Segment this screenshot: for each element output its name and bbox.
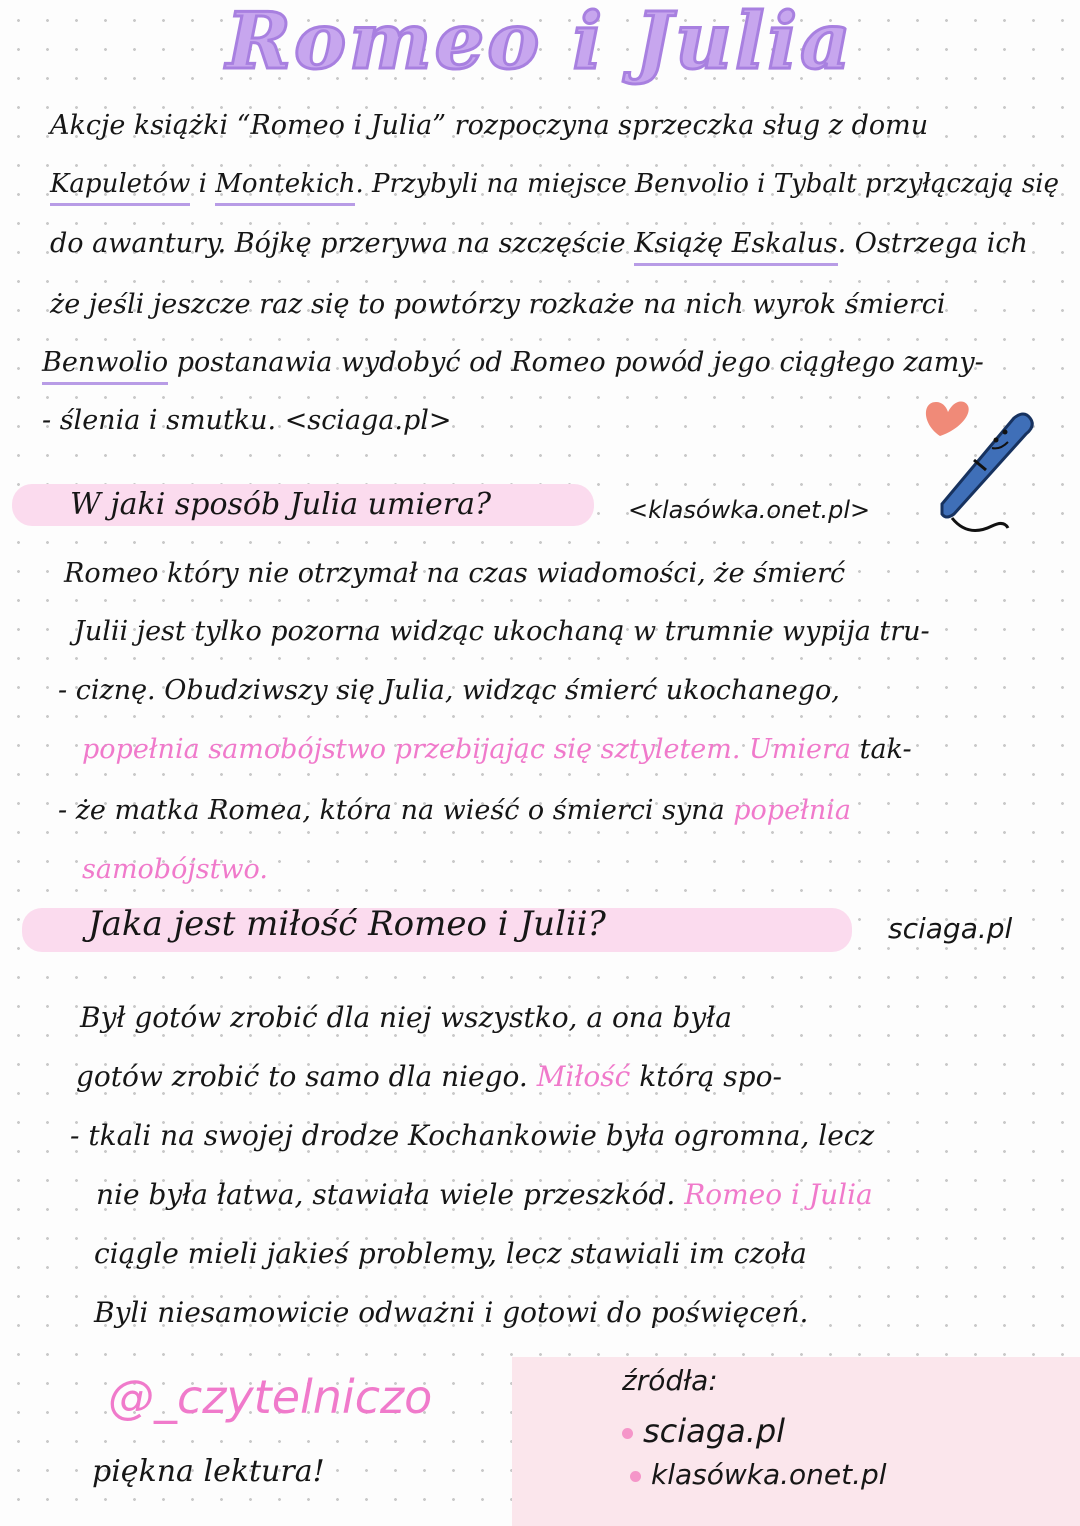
source-item-1: sciaga.pl — [622, 1412, 785, 1450]
s2-line-6: Byli niesamowicie odważni i gotowi do poświęceń. — [94, 1296, 809, 1329]
s2-line-1: Był gotów zrobić dla niej wszystko, a ona była — [80, 1001, 732, 1034]
page-title: Romeo i Julia — [226, 0, 854, 87]
s1-line-2: Julii jest tylko pozorna widząc ukochaną w trumnie wypija tru- — [74, 616, 930, 647]
decoration-group — [912, 388, 1072, 548]
intro-line-2: Kapuletów i Montekich. Przybyli na miejsce Benvolio i Tybalt przyłączają się — [50, 166, 1059, 202]
source-item-2: klasówka.onet.pl — [630, 1458, 887, 1491]
s1-line-1: Romeo który nie otrzymał na czas wiadomości, że śmierć — [64, 558, 846, 589]
s1-line-4: popełnia samobójstwo przebijając się sztyletem. Umiera tak- — [82, 734, 912, 765]
question-2-source: sciaga.pl — [888, 912, 1013, 945]
sources-box — [512, 1357, 1080, 1526]
s2-line-5: ciągle mieli jakieś problemy, lecz stawiali im czoła — [94, 1237, 807, 1270]
bullet-icon — [622, 1428, 633, 1439]
bullet-icon — [630, 1471, 641, 1482]
s2-line-4: nie była łatwa, stawiała wiele przeszkód. Romeo i Julia — [96, 1178, 873, 1211]
kapuletow-underlined: Kapuletów — [50, 169, 190, 206]
intro-line-3: do awantury. Bójkę przerywa na szczęście Książę Eskalus. Ostrzega ich — [50, 226, 1028, 262]
author-handle: @_czytelniczo — [108, 1370, 433, 1424]
s1-line-6: samobójstwo. — [82, 854, 268, 885]
s2-line-2: gotów zrobić to samo dla niego. Miłość którą spo- — [76, 1060, 782, 1093]
intro-line-6: - ślenia i smutku. <sciaga.pl> — [42, 405, 452, 436]
montekich-underlined: Montekich — [215, 169, 355, 206]
s1-line-5: - że matka Romea, która na wieść o śmierci syna popełnia — [58, 795, 851, 826]
intro-line-4: że jeśli jeszcze raz się to powtórzy rozkaże na nich wyrok śmierci — [50, 289, 946, 320]
sources-label: źródła: — [622, 1364, 718, 1397]
benwolio-underlined: Benwolio — [42, 347, 168, 385]
intro-line-1: Akcje książki “Romeo i Julia” rozpoczyna sprzeczka sług z domu — [50, 110, 929, 141]
question-1: W jaki sposób Julia umiera? — [70, 487, 492, 522]
question-2: Jaka jest miłość Romeo i Julii? — [88, 904, 606, 944]
eskalus-underlined: Książę Eskalus — [634, 228, 837, 266]
tagline: piękna lektura! — [92, 1454, 325, 1489]
s1-line-3: - ciznę. Obudziwszy się Julia, widząc śmierć ukochanego, — [58, 675, 840, 706]
pen-icon — [942, 414, 1032, 531]
heart-icon — [926, 401, 969, 436]
intro-line-5: Benwolio postanawia wydobyć od Romeo powód jego ciągłego zamy- — [42, 345, 984, 381]
question-1-source: <klasówka.onet.pl> — [628, 496, 871, 524]
s2-line-3: - tkali na swojej drodze Kochankowie była ogromna, lecz — [70, 1119, 875, 1152]
